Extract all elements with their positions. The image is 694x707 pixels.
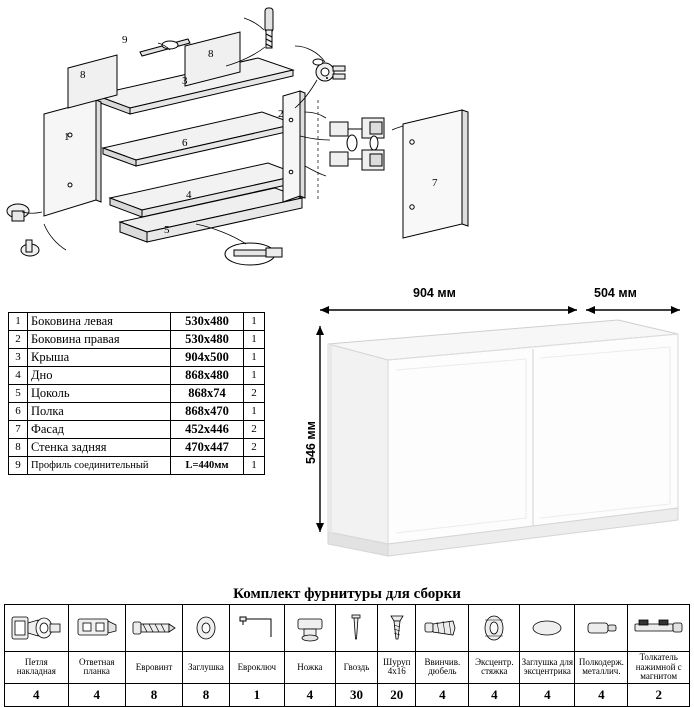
- row-size: 868х470: [171, 403, 244, 421]
- row-number: 1: [9, 313, 28, 331]
- row-qty: 2: [244, 439, 265, 457]
- row-qty: 2: [244, 385, 265, 403]
- screw-in-dowel-icon: [416, 605, 469, 652]
- euro-screw-icon: [125, 605, 182, 652]
- row-number: 7: [9, 421, 28, 439]
- hardware-name: Евроключ: [229, 652, 284, 684]
- row-name: Боковина левая: [28, 313, 171, 331]
- hardware-qty: 4: [284, 683, 335, 706]
- connector-profile-shape: [140, 39, 190, 56]
- hardware-name: Петля накладная: [5, 652, 69, 684]
- screw-detail-shape: [265, 8, 273, 48]
- table-row: [9, 403, 265, 421]
- width-dimension-label: 904 мм: [413, 286, 456, 300]
- callout-6: 6: [182, 137, 188, 149]
- hardware-qty: 4: [68, 683, 125, 706]
- hardware-name: Ввинчив. дюбель: [416, 652, 469, 684]
- dowel-detail-shape: [327, 78, 328, 79]
- row-number: 4: [9, 367, 28, 385]
- table-row: [9, 421, 265, 439]
- row-size: 530х480: [171, 313, 244, 331]
- cap-icon: [183, 605, 230, 652]
- hardware-name: Толкатель нажимной с магнитом: [628, 652, 690, 684]
- table-row: [9, 331, 265, 349]
- hardware-qty: 8: [183, 683, 230, 706]
- table-row: [9, 349, 265, 367]
- row-size: 452х446: [171, 421, 244, 439]
- callout-7: 7: [432, 177, 438, 189]
- row-number: 2: [9, 331, 28, 349]
- magnet-pusher-icon: [628, 605, 690, 652]
- hardware-section-title: Комплект фурнитуры для сборки: [233, 586, 461, 602]
- table-row: [9, 385, 265, 403]
- row-qty: 2: [244, 421, 265, 439]
- nail-icon: [335, 605, 377, 652]
- hardware-name: Заглушка для эксцентрика: [520, 652, 575, 684]
- row-size: 904х500: [171, 349, 244, 367]
- hardware-name: Полкодерж. металлич.: [575, 652, 628, 684]
- hardware-qty: 20: [378, 683, 416, 706]
- assembled-cabinet-view: [300, 286, 694, 576]
- row-name: Дно: [28, 367, 171, 385]
- leg-icon: [284, 605, 335, 652]
- cabinet-body: [328, 320, 678, 556]
- row-qty: 1: [244, 367, 265, 385]
- eccentric-detail-shape: [313, 59, 345, 81]
- height-dimension-label: 546 мм: [304, 421, 318, 464]
- screw-4x16-icon: [378, 605, 416, 652]
- row-size: L=440мм: [171, 457, 244, 475]
- row-size: 530х480: [171, 331, 244, 349]
- row-size: 470х447: [171, 439, 244, 457]
- row-name: Крыша: [28, 349, 171, 367]
- callout-8a: 8: [80, 69, 86, 81]
- callout-4: 4: [186, 189, 192, 201]
- hardware-table: [4, 604, 690, 707]
- facade-panel-shape: [403, 110, 468, 238]
- callout-3: 3: [182, 75, 188, 87]
- callout-1: 1: [64, 131, 70, 143]
- row-size: 868х74: [171, 385, 244, 403]
- hardware-qty: 1: [229, 683, 284, 706]
- hardware-qty: 4: [5, 683, 69, 706]
- row-name: Профиль соединительный: [28, 457, 171, 475]
- row-number: 8: [9, 439, 28, 457]
- row-number: 3: [9, 349, 28, 367]
- parts-table: [8, 312, 265, 475]
- depth-dimension-label: 504 мм: [594, 286, 637, 300]
- hardware-qty: 4: [520, 683, 575, 706]
- row-name: Полка: [28, 403, 171, 421]
- hinge-detail-shape: [330, 118, 384, 170]
- callout-2: 2: [278, 108, 284, 120]
- euro-key-icon: [229, 605, 284, 652]
- hardware-name: Евровинт: [125, 652, 182, 684]
- metal-shelf-support-icon: [575, 605, 628, 652]
- eccentric-cap-icon: [520, 605, 575, 652]
- overlay-hinge-icon: [5, 605, 69, 652]
- hardware-qty: 4: [416, 683, 469, 706]
- hardware-qty: 4: [469, 683, 520, 706]
- eccentric-tie-icon: [469, 605, 520, 652]
- row-name: Фасад: [28, 421, 171, 439]
- leg-detail-shape: [7, 204, 39, 256]
- hardware-qty: 4: [575, 683, 628, 706]
- table-row: [9, 313, 265, 331]
- row-number: 6: [9, 403, 28, 421]
- exploded-assembly-diagram: [0, 0, 694, 285]
- hardware-name: Ответная планка: [68, 652, 125, 684]
- right-side-panel-shape: [283, 91, 305, 202]
- row-name: Цоколь: [28, 385, 171, 403]
- hardware-name: Шуруп 4х16: [378, 652, 416, 684]
- row-qty: 1: [244, 403, 265, 421]
- row-name: Стенка задняя: [28, 439, 171, 457]
- hinge-plate-icon: [68, 605, 125, 652]
- left-side-panel-shape: [44, 100, 101, 216]
- hardware-name: Гвоздь: [335, 652, 377, 684]
- row-name: Боковина правая: [28, 331, 171, 349]
- hardware-qty: 2: [628, 683, 690, 706]
- euro-key-detail-shape: [225, 243, 282, 265]
- table-row: [9, 439, 265, 457]
- callout-9: 9: [122, 34, 128, 46]
- hardware-name: Эксцентр. стяжка: [469, 652, 520, 684]
- hardware-qty: 30: [335, 683, 377, 706]
- row-qty: 1: [244, 331, 265, 349]
- row-number: 9: [9, 457, 28, 475]
- hardware-name: Ножка: [284, 652, 335, 684]
- row-qty: 1: [244, 349, 265, 367]
- table-row: [9, 457, 265, 475]
- row-qty: 1: [244, 457, 265, 475]
- row-number: 5: [9, 385, 28, 403]
- table-row: [9, 367, 265, 385]
- row-size: 868х480: [171, 367, 244, 385]
- shelf-panel-shape: [103, 112, 295, 166]
- hardware-qty: 8: [125, 683, 182, 706]
- callout-5: 5: [164, 224, 170, 236]
- hardware-name: Заглушка: [183, 652, 230, 684]
- row-qty: 1: [244, 313, 265, 331]
- callout-8b: 8: [208, 48, 214, 60]
